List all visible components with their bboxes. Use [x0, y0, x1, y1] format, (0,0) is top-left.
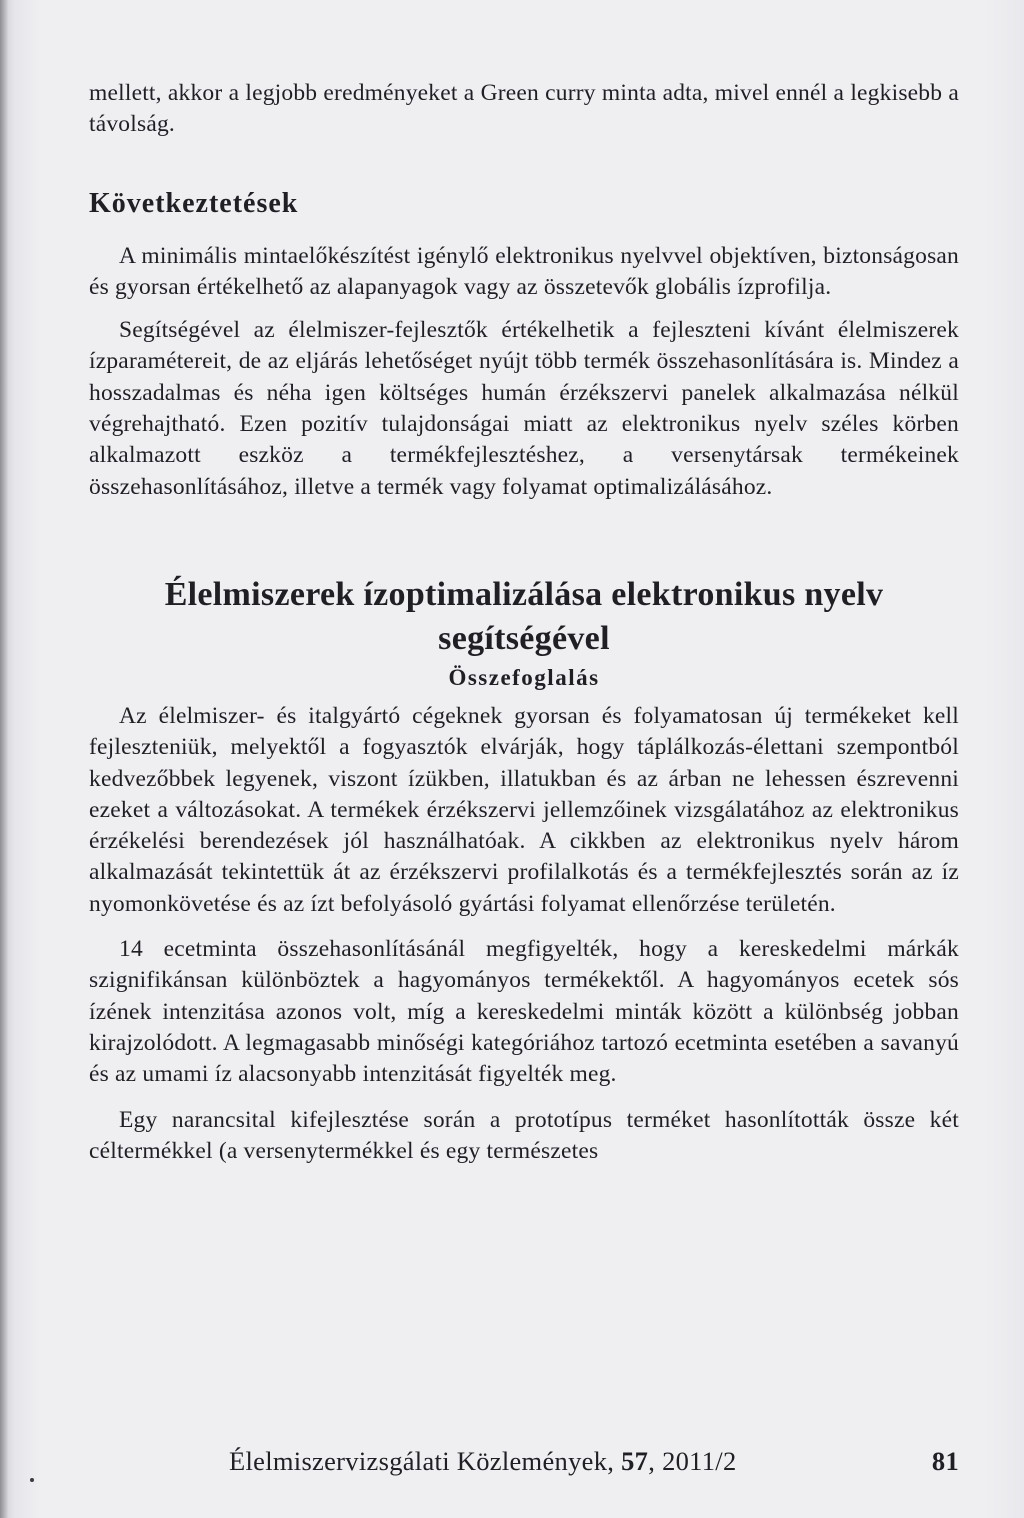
text-column	[89, 78, 959, 1167]
section-heading-conclusions: Következtetések	[89, 187, 299, 219]
article-title: Élelmiszerek ízoptimalizálása elektronikus nyelv segítségével	[164, 575, 884, 657]
footer-volume: 57	[621, 1446, 649, 1476]
binding-shadow	[0, 0, 8, 1518]
abstract-paragraph-3: Egy narancsital kifejlesztése során a prototípus terméket hasonlították össze két céltermékkel (a versenytermékkel és egy természetes	[89, 1106, 959, 1164]
page-number: 81	[931, 1446, 959, 1476]
margin-dot	[30, 1478, 34, 1482]
footer-issue: , 2011/2	[648, 1446, 737, 1476]
abstract-paragraph-1: Az élelmiszer- és italgyártó cégeknek gyorsan és folyamatosan új termékeket kell fejleszteniük, melyektől a fogyasztók elvárják, hogy táplálkozás-élettani szempontból kedvezőbbek legyenek, viszont ízükben, illatukban és az árban ne lehessen észrevenni ezeket a változásokat. A termékek érzékszervi jellemzőinek vizsgálatához az elektronikus érzékelési berendezések jól használhatóak. A cikkben az elektronikus nyelv három alkalmazását tekintettük át az érzékszervi profilalkotás és a termékfejlesztés során az íz nyomonkövetése és az ízt befolyásoló gyártási folyamat ellenőrzése területén.	[89, 702, 959, 917]
conclusions-paragraph-1: A minimális mintaelőkészítést igénylő elektronikus nyelvvel objektíven, biztonságosan és gyorsan értékelhető az alapanyagok vagy az összetevők globális ízprofilja.	[89, 242, 959, 300]
abstract-paragraph-2: 14 ecetminta összehasonlításánál megfigyelték, hogy a kereskedelmi márkák szignifikánsan különböztek a hagyományos termékektől. A hagyományos ecetek sós ízének intenzitása azonos volt, míg a kereskedelmi minták között a különbség jobban kirajzolódott. A legmagasabb minőségi kategóriához tartozó ecetminta esetében a savanyú és az umami íz alacsonyabb intenzitását figyelték meg.	[89, 936, 959, 1088]
running-footer	[229, 1444, 959, 1478]
abstract-heading: Összefoglalás	[448, 664, 600, 690]
conclusions-paragraph-2: Segítségével az élelmiszer-fejlesztők értékelhetik a fejleszteni kívánt élelmiszerek ízparamétereit, de az eljárás lehetőséget nyújt több termék összehasonlítására is. Mindez a hosszadalmas és néha igen költséges humán érzékszervi panelek alkalmazása nélkül végrehajtható. Ezen pozitív tulajdonságai miatt az elektronikus nyelv széles körben alkalmazott eszköz a termékfejlesztéshez, a versenytársak termékeinek összehasonlításához, illetve a termék vagy folyamat optimalizálásához.	[89, 317, 959, 500]
continuation-paragraph: mellett, akkor a legjobb eredményeket a Green curry minta adta, mivel ennél a legkisebb a távolság.	[89, 80, 959, 138]
footer-journal: Élelmiszervizsgálati Közlemények,	[229, 1446, 622, 1476]
